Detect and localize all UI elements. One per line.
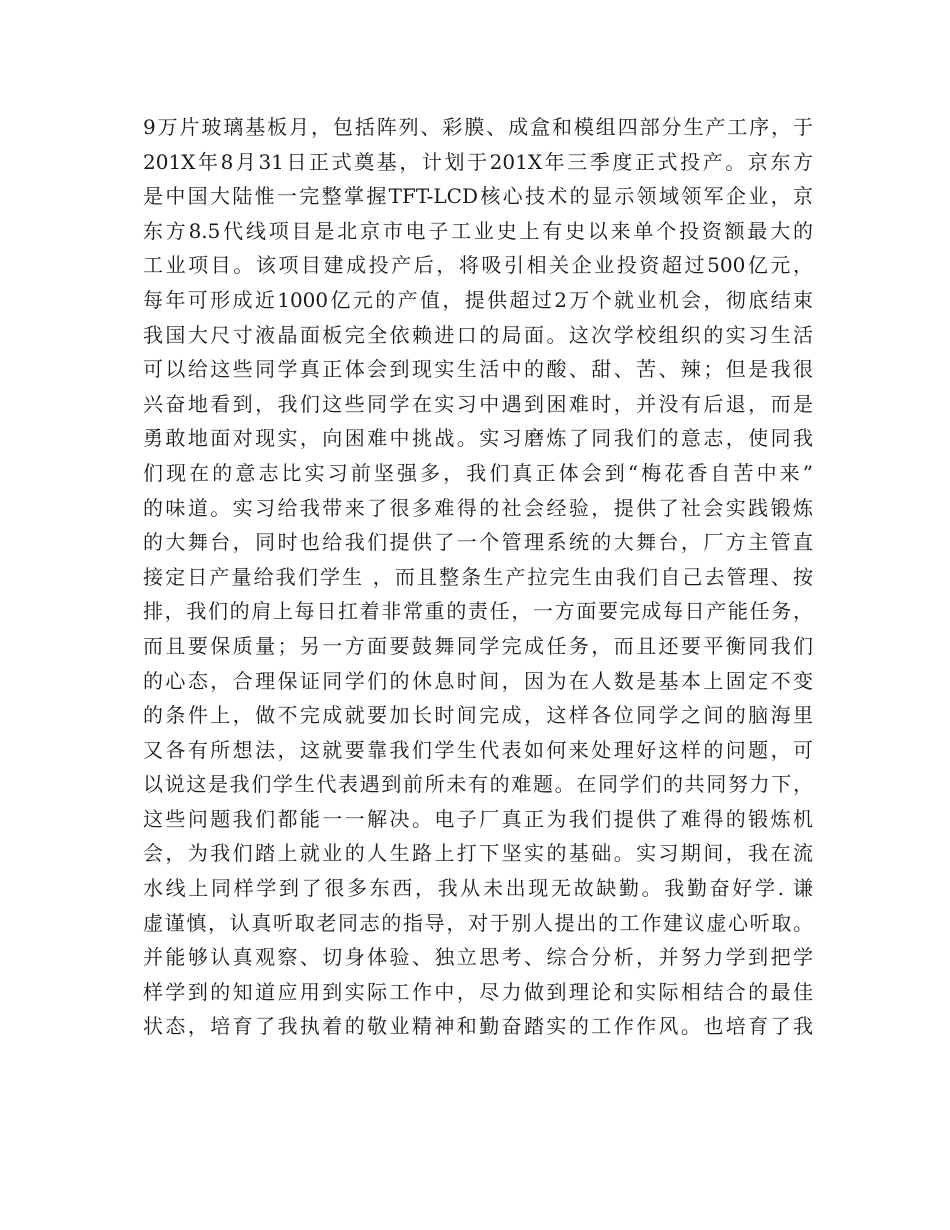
text-line: 接定日产量给我们学生 ，而且整条生产拉完生由我们自己去管理、按 [143, 564, 813, 589]
text-line: 我国大尺寸液晶面板完全依赖进口的局面。这次学校组织的实习生活 [143, 322, 813, 347]
text-line: 的心态，合理保证同学们的休息时间，因为在人数是基本上固定不变 [143, 668, 813, 693]
text-line: 201X年8月31日正式奠基，计划于201X年三季度正式投产。京东方 [143, 149, 813, 174]
text-line: 的大舞台，同时也给我们提供了一个管理系统的大舞台，厂方主管直 [143, 530, 813, 555]
text-line: 是中国大陆惟一完整掌握TFT-LCD核心技术的显示领域领军企业，京 [143, 184, 813, 209]
text-line: 排，我们的肩上每日扛着非常重的责任，一方面要完成每日产能任务， [143, 599, 813, 624]
text-line: 工业项目。该项目建成投产后，将吸引相关企业投资超过500亿元， [143, 253, 813, 278]
text-line: 9万片玻璃基板月，包括阵列、彩膜、成盒和模组四部分生产工序，于 [143, 115, 813, 139]
text-line: 又各有所想法，这就要靠我们学生代表如何来处理好这样的问题，可 [143, 737, 813, 762]
body-text [143, 110, 813, 1044]
text-line: 兴奋地看到，我们这些同学在实习中遇到困难时，并没有后退，而是 [143, 391, 813, 416]
text-line: 的条件上，做不完成就要加长时间完成，这样各位同学之间的脑海里 [143, 703, 813, 728]
text-line: 水线上同样学到了很多东西，我从未出现无故缺勤。我勤奋好学. 谦 [143, 876, 813, 901]
text-line: 们现在的意志比实习前坚强多，我们真正体会到“梅花香自苦中来” [143, 460, 813, 485]
text-line: 虚谨慎，认真听取老同志的指导，对于别人提出的工作建议虚心听取。 [143, 910, 813, 935]
text-line: 样学到的知道应用到实际工作中，尽力做到理论和实际相结合的最佳 [143, 979, 813, 1004]
text-line: 并能够认真观察、切身体验、独立思考、综合分析，并努力学到把学 [143, 945, 813, 970]
text-line: 勇敢地面对现实，向困难中挑战。实习磨炼了同我们的意志，使同我 [143, 426, 813, 451]
text-line: 可以给这些同学真正体会到现实生活中的酸、甜、苦、辣；但是我很 [143, 357, 813, 382]
text-line: 以说这是我们学生代表遇到前所未有的难题。在同学们的共同努力下， [143, 772, 813, 797]
text-line: 状态，培育了我执着的敬业精神和勤奋踏实的工作作风。也培育了我 [143, 1014, 813, 1039]
text-line: 而且要保质量；另一方面要鼓舞同学完成任务，而且还要平衡同我们 [143, 633, 813, 658]
text-line: 的味道。实习给我带来了很多难得的社会经验，提供了社会实践锻炼 [143, 495, 813, 520]
text-line: 每年可形成近1000亿元的产值，提供超过2万个就业机会，彻底结束 [143, 287, 813, 312]
text-line: 会，为我们踏上就业的人生路上打下坚实的基础。实习期间，我在流 [143, 841, 813, 866]
text-line: 这些问题我们都能一一解决。电子厂真正为我们提供了难得的锻炼机 [143, 806, 813, 831]
text-line: 东方8.5代线项目是北京市电子工业史上有史以来单个投资额最大的 [143, 218, 813, 243]
